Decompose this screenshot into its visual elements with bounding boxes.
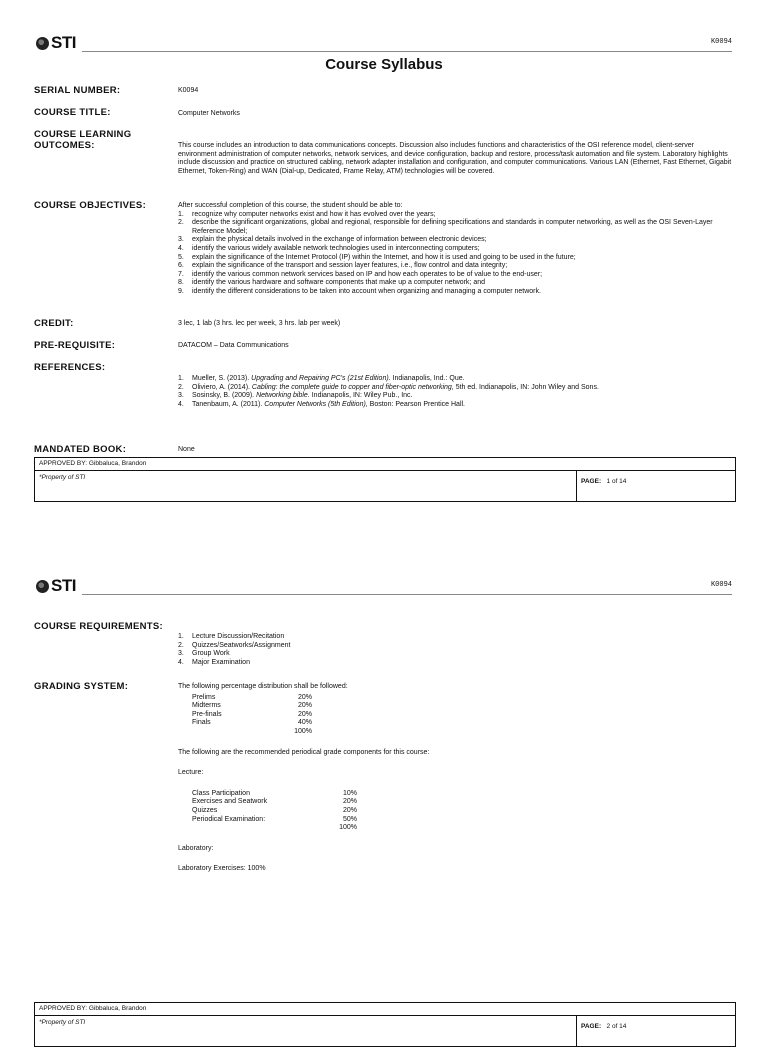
reference-pre: Oliviero, A. (2014). [192, 383, 252, 391]
list-text: Group Work [192, 650, 230, 658]
outcomes-label: COURSE LEARNING OUTCOMES: [34, 129, 132, 151]
list-text: Quizzes/Seatworks/Assignment [192, 641, 291, 649]
grading-label: GRADING SYSTEM: [34, 681, 129, 692]
objectives-list [178, 211, 732, 297]
reference-post: Indianapolis, IN: Wiley Pub., Inc. [309, 392, 413, 400]
list-number: 4. [178, 244, 184, 252]
objective-item [178, 236, 732, 245]
distribution-row-percent: 40% [297, 719, 312, 727]
references-block [178, 375, 732, 409]
list-number: 7. [178, 270, 184, 278]
reference-ital: Cabling: the complete guide to copper and fiber-optic networking, [251, 383, 454, 391]
reference-pre: Mueller, S. (2013). [192, 375, 252, 382]
document-code-page2: K0094 [710, 581, 732, 589]
course-title-value: Computer Networks [178, 110, 240, 117]
list-text: Lecture Discussion/Recitation [192, 633, 285, 640]
list-text: identify the different considerations to be taken into account when organizing and managing a computer network. [192, 287, 541, 295]
reference-pre: Sosinsky, B. (2009). [192, 392, 257, 400]
list-number: 1. [178, 210, 184, 218]
reference-item [178, 392, 732, 401]
lecture-components-table [192, 790, 732, 824]
objective-item [178, 245, 732, 254]
lecture-row-percent: 10% [342, 789, 357, 797]
lecture-row-percent: 20% [342, 806, 357, 814]
distribution-row-percent: 20% [297, 693, 312, 701]
serial-number-label: SERIAL NUMBER: [34, 85, 121, 96]
prerequisite-value: DATACOM – Data Communications [178, 342, 289, 349]
distribution-row-percent: 20% [297, 710, 312, 718]
page2-footer [34, 1002, 736, 1047]
lecture-row-name: Class Participation [192, 789, 250, 797]
references-list [178, 375, 732, 409]
reference-pre: Tanenbaum, A. (2011). [192, 400, 265, 408]
objectives-block [178, 202, 732, 297]
laboratory-label: Laboratory: [178, 844, 214, 852]
list-text: identify the various common network services based on IP and how each operates to be of value to the end-user; [192, 270, 543, 278]
reference-item [178, 375, 732, 384]
reference-item [178, 401, 732, 410]
reference-ital: Networking bible. [256, 392, 310, 400]
lecture-total: 100% [339, 824, 357, 832]
lecture-row-name: Exercises and Seatwork [192, 798, 268, 806]
distribution-row-percent: 20% [297, 702, 312, 710]
list-text: recognize why computer networks exist and how it has evolved over the years; [192, 210, 436, 218]
sti-logo-page2: STI [36, 576, 76, 596]
reference-ital: Computer Networks (5th Edition), [264, 400, 368, 408]
prerequisite-label: PRE-REQUISITE: [34, 340, 116, 351]
list-number: 9. [178, 287, 184, 295]
credit-label: CREDIT: [34, 318, 74, 329]
list-text: identify the various widely available network technologies used in interconnecting computers; [192, 244, 480, 252]
list-number: 2. [178, 641, 184, 649]
page-number: PAGE: 1 of 14 [581, 478, 627, 485]
list-text: Major Examination [192, 658, 250, 666]
page-title: Course Syllabus [325, 56, 443, 73]
laboratory-line: Laboratory Exercises: 100% [178, 865, 266, 873]
mandated-book-value: None [178, 446, 195, 453]
outcomes-text: This course includes an introduction to data communications concepts. Discussion also includes functions and characteristics of the OSI reference model, client-server environment administration of computer networks, network services, and device configuration, backup and restore, process/task automation and file system. Laboratory highlights include discussion and practice on structured cabling, network adapter installation and configuration, and computer communications. Various LAN (Ethernet, Fast Ethernet, Gigabit Ethernet, Token-Ring) and WAN (Dial-up, Dedicated, Frame Relay, ATM) technologies will be covered. [178, 142, 732, 175]
lecture-row-percent: 20% [342, 798, 357, 806]
list-number: 4. [178, 400, 184, 408]
distribution-table [192, 694, 732, 728]
list-number: 3. [178, 236, 184, 244]
objective-item [178, 279, 732, 288]
requirements-block [178, 633, 732, 667]
mandated-book-label: MANDATED BOOK: [34, 444, 127, 455]
requirements-list [178, 633, 732, 667]
objectives-label: COURSE OBJECTIVES: [34, 200, 147, 211]
lecture-row-name: Periodical Examination: [192, 815, 266, 823]
requirement-item [178, 650, 732, 659]
distribution-total: 100% [294, 727, 312, 735]
lecture-row-percent: 50% [342, 815, 357, 823]
page-number: PAGE: 2 of 14 [581, 1023, 627, 1030]
objective-item [178, 219, 732, 236]
list-text: explain the physical details involved in the exchange of information between electronic devices; [192, 236, 487, 244]
sti-logo-icon [36, 37, 49, 50]
list-text: explain the significance of the Internet Protocol (IP) within the Internet, and how it is used and going to be used in the future; [192, 253, 576, 261]
list-number: 3. [178, 392, 184, 400]
lecture-row-name: Quizzes [192, 806, 218, 814]
reference-ital: Upgrading and Repairing PC's (21st Edition). [251, 375, 391, 382]
distribution-row-name: Midterms [192, 702, 221, 710]
distribution-row-name: Finals [192, 719, 211, 727]
grading-block [178, 683, 732, 874]
course-title-label: COURSE TITLE: [34, 107, 111, 118]
list-text: explain the significance of the transport and session layer features, i.e., flow control and data integrity; [192, 262, 508, 270]
page1-footer [34, 457, 736, 502]
objective-item [178, 262, 732, 271]
property-note: *Property of STI [35, 471, 577, 501]
list-number: 1. [178, 633, 184, 640]
objective-item [178, 254, 732, 263]
list-number: 2. [178, 383, 184, 391]
list-number: 6. [178, 262, 184, 270]
credit-value: 3 lec, 1 lab (3 hrs. lec per week, 3 hrs. lab per week) [178, 320, 341, 327]
distribution-row-name: Pre-finals [192, 710, 222, 718]
objective-item [178, 211, 732, 220]
approved-by: APPROVED BY: Gibbaluca, Brandon [35, 458, 735, 471]
header-divider-page2 [82, 594, 732, 595]
list-number: 4. [178, 658, 184, 666]
reference-post: 5th ed. Indianapolis, IN: John Wiley and Sons. [453, 383, 599, 391]
header-divider [82, 51, 732, 52]
list-text: describe the significant organizations, global and regional, responsible for defining specifications and standards in computer networking, as well as the OSI Seven-Layer Reference Model; [192, 219, 713, 235]
list-number: 5. [178, 253, 184, 261]
requirements-label: COURSE REQUIREMENTS: [34, 621, 163, 632]
sti-logo: STI [36, 33, 76, 53]
reference-post: Boston: Pearson Prentice Hall. [367, 400, 466, 408]
components-intro: The following are the recommended periodical grade components for this course: [178, 748, 430, 756]
distribution-row-name: Prelims [192, 693, 216, 701]
serial-number-value: K0094 [178, 87, 199, 94]
document-code: K0094 [710, 38, 732, 46]
property-note: *Property of STI [35, 1016, 577, 1046]
references-label: REFERENCES: [34, 362, 106, 373]
list-number: 3. [178, 650, 184, 658]
list-number: 2. [178, 219, 184, 227]
lecture-label: Lecture: [178, 769, 204, 777]
list-text: identify the various hardware and software components that make up a computer network; and [192, 279, 485, 287]
list-number: 1. [178, 375, 184, 382]
reference-post: Indianapolis, Ind.: Que. [390, 375, 465, 382]
sti-logo-icon [36, 580, 49, 593]
requirement-item [178, 633, 732, 642]
objectives-intro: After successful completion of this course, the student should be able to: [178, 202, 403, 209]
requirement-item [178, 642, 732, 651]
list-number: 8. [178, 279, 184, 287]
approved-by: APPROVED BY: Gibbaluca, Brandon [35, 1003, 735, 1016]
requirement-item [178, 659, 732, 668]
reference-item [178, 384, 732, 393]
objective-item [178, 271, 732, 280]
objective-item [178, 288, 732, 297]
grading-intro: The following percentage distribution shall be followed: [178, 683, 348, 690]
